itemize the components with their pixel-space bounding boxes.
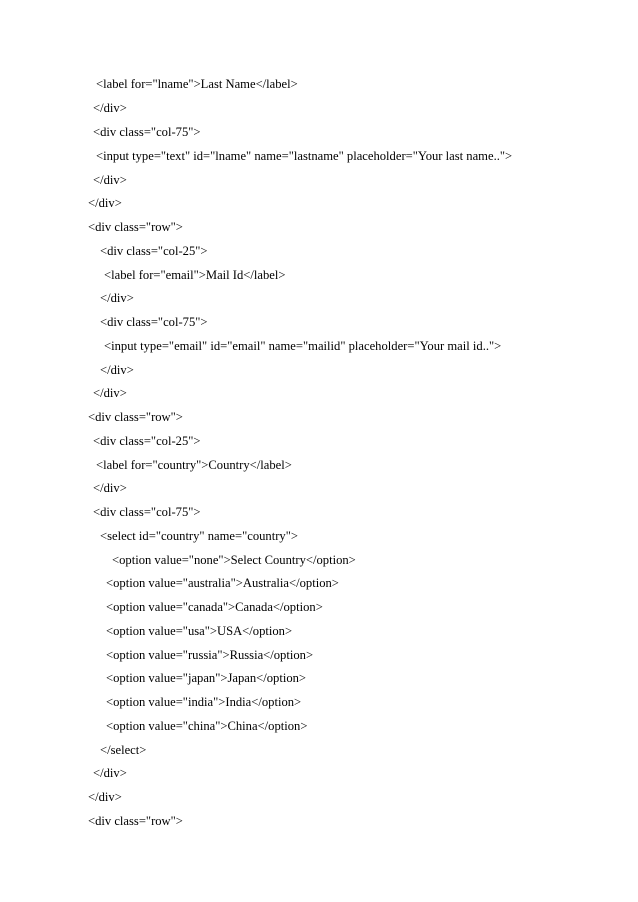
code-line: </div>	[88, 196, 122, 210]
code-line: <select id="country" name="country">	[100, 529, 298, 543]
code-line: </div>	[93, 766, 127, 780]
code-line: <label for="email">Mail Id</label>	[104, 268, 286, 282]
code-line: <option value="russia">Russia</option>	[106, 648, 314, 662]
code-line: </div>	[93, 481, 127, 495]
code-line: <div class="col-75">	[93, 505, 201, 519]
code-line: <div class="row">	[88, 814, 183, 828]
code-line: </div>	[100, 363, 134, 377]
code-line: <div class="col-25">	[100, 244, 208, 258]
code-line: <option value="usa">USA</option>	[106, 624, 293, 638]
code-line: <option value="australia">Australia</option>	[106, 576, 339, 590]
code-line: <div class="col-75">	[93, 125, 201, 139]
code-line: <input type="email" id="email" name="mailid" placeholder="Your mail id..">	[104, 339, 502, 353]
code-line: <div class="col-25">	[93, 434, 201, 448]
code-line: <option value="japan">Japan</option>	[106, 671, 307, 685]
code-line: </div>	[93, 173, 127, 187]
code-line: </div>	[93, 386, 127, 400]
code-line: <div class="row">	[88, 220, 183, 234]
code-line: <div class="col-75">	[100, 315, 208, 329]
code-line: </select>	[100, 743, 147, 757]
code-line: </div>	[100, 291, 134, 305]
code-line: <div class="row">	[88, 410, 183, 424]
code-line: <option value="none">Select Country</option>	[112, 553, 356, 567]
code-line: <option value="china">China</option>	[106, 719, 308, 733]
code-line: <option value="india">India</option>	[106, 695, 302, 709]
code-line: <option value="canada">Canada</option>	[106, 600, 323, 614]
code-line: <label for="country">Country</label>	[96, 458, 292, 472]
code-line: </div>	[88, 790, 122, 804]
code-line: </div>	[93, 101, 127, 115]
code-line: <input type="text" id="lname" name="lastname" placeholder="Your last name..">	[96, 149, 513, 163]
code-line: <label for="lname">Last Name</label>	[96, 77, 298, 91]
